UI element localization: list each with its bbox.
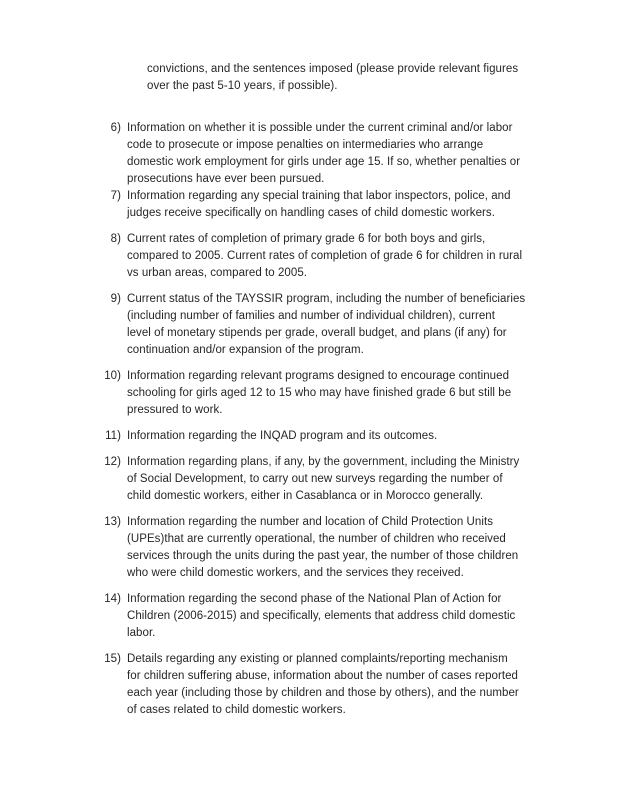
- numbered-list: [99, 120, 568, 719]
- item-text: [127, 651, 568, 719]
- list-item: [99, 651, 568, 719]
- item-text-line: schooling for girls aged 12 to 15 who may have finished grade 6 but still be: [127, 387, 512, 399]
- item-text-line: vs urban areas, compared to 2005.: [127, 267, 308, 279]
- item-text-line: code to prosecute or impose penalties on intermediaries who arrange: [127, 139, 484, 151]
- item-number: 12): [104, 456, 121, 468]
- item-text: [127, 291, 568, 359]
- item-number: 8): [110, 233, 121, 245]
- item-text-line: (including number of families and number of individual children), current: [127, 310, 495, 322]
- item-number: 13): [104, 516, 121, 528]
- item-text-line: labor.: [127, 627, 156, 639]
- paragraph-line: convictions, and the sentences imposed (please provide relevant figures: [147, 63, 519, 75]
- item-text-line: each year (including those by children and those by others), and the number: [127, 687, 519, 699]
- item-text: [127, 428, 568, 445]
- list-item: [99, 291, 568, 359]
- list-item: [99, 231, 568, 282]
- item-number: 6): [110, 122, 121, 134]
- item-text-line: judges receive specifically on handling cases of child domestic workers.: [127, 207, 495, 219]
- item-text-line: child domestic workers, either in Casablanca or in Morocco generally.: [127, 490, 484, 502]
- item-text-line: Information regarding relevant programs designed to encourage continued: [127, 370, 510, 382]
- item-number: 9): [110, 293, 121, 305]
- item-text-line: domestic work employment for girls under age 15. If so, whether penalties or: [127, 156, 521, 168]
- item-text-line: Current status of the TAYSSIR program, including the number of beneficiaries: [127, 293, 526, 305]
- item-text: [127, 368, 568, 419]
- item-text: [127, 514, 568, 582]
- item-text-line: for children suffering abuse, information about the number of cases reported: [127, 670, 518, 682]
- item-number: 11): [105, 430, 121, 442]
- item-text-line: continuation and/or expansion of the program.: [127, 344, 364, 356]
- item-text-line: pressured to work.: [127, 404, 223, 416]
- list-item: [99, 514, 568, 582]
- item-text-line: Information regarding plans, if any, by the government, including the Ministry: [127, 456, 520, 468]
- item-text-line: Information regarding the number and location of Child Protection Units: [127, 516, 494, 528]
- item-number: 7): [110, 190, 121, 202]
- item-text-line: (UPEs)that are currently operational, the number of children who received: [127, 533, 506, 545]
- item-text: [127, 591, 568, 642]
- item-text-line: Information regarding any special training that labor inspectors, police, and: [127, 190, 511, 202]
- item-text-line: level of monetary stipends per grade, overall budget, and plans (if any) for: [127, 327, 507, 339]
- item-text-line: Children (2006-2015) and specifically, elements that address child domestic: [127, 610, 516, 622]
- list-item: [99, 454, 568, 505]
- item-text-line: services through the units during the past year, the number of those children: [127, 550, 519, 562]
- item-text-line: who were child domestic workers, and the services they received.: [127, 567, 464, 579]
- item-text-line: Information regarding the INQAD program and its outcomes.: [127, 430, 438, 442]
- list-item: [99, 368, 568, 419]
- item-text-line: Current rates of completion of primary grade 6 for both boys and girls,: [127, 233, 486, 245]
- item-text-line: of Social Development, to carry out new surveys regarding the number of: [127, 473, 503, 485]
- item-text-line: compared to 2005. Current rates of completion of grade 6 for children in rural: [127, 250, 523, 262]
- item-text: [127, 454, 568, 505]
- paragraph-continuation: [147, 61, 563, 95]
- item-text-line: prosecutions have ever been pursued.: [127, 173, 325, 185]
- list-item: [99, 591, 568, 642]
- item-text: [127, 188, 568, 222]
- item-number: 15): [104, 653, 121, 665]
- list-item: [99, 120, 568, 188]
- item-text-line: Information regarding the second phase of the National Plan of Action for: [127, 593, 502, 605]
- list-item: [99, 188, 568, 222]
- item-text: [127, 120, 568, 188]
- item-text-line: Information on whether it is possible under the current criminal and/or labor: [127, 122, 513, 134]
- item-number: 10): [104, 370, 121, 382]
- list-item: [99, 428, 568, 445]
- item-text-line: Details regarding any existing or planned complaints/reporting mechanism: [127, 653, 508, 665]
- item-number: 14): [104, 593, 121, 605]
- item-text: [127, 231, 568, 282]
- item-text-line: of cases related to child domestic workers.: [127, 704, 346, 716]
- paragraph-line: over the past 5-10 years, if possible).: [147, 80, 338, 92]
